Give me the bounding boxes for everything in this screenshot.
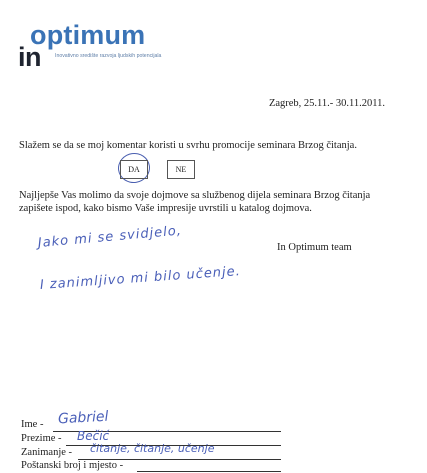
zanimanje-label: Zanimanje -: [21, 447, 73, 458]
consent-statement: Slažem se da se moj komentar koristi u svrhu promocije seminara Brzog čitanja.: [19, 140, 357, 151]
postanski-label: Poštanski broj i mjesto -: [21, 460, 124, 471]
comment-line-2: I zanimljivo mi bilo učenje.: [39, 263, 242, 293]
consent-no-option[interactable]: [167, 160, 195, 179]
date-line: Zagreb, 25.11.- 30.11.2011.: [268, 98, 385, 109]
prezime-label: Prezime -: [21, 433, 62, 444]
ime-label: Ime -: [21, 419, 44, 430]
instructions-text: Najljepše Vas molimo da svoje dojmove sa službenog dijela seminara Brzog čitanja zapišete ispod, kako bismo Vaše impresije uvrstili u katalog dojmova.: [19, 190, 371, 214]
logo-in-text: in: [18, 42, 41, 72]
comment-line-1: Jako mi se svidjelo,: [37, 223, 183, 251]
in-optimum-logo: [18, 20, 218, 72]
team-signature: In Optimum team: [277, 242, 352, 253]
consent-no-label: NE: [175, 165, 187, 174]
zanimanje-value[interactable]: čitanje, čitanje, učenje: [90, 442, 215, 455]
ime-value[interactable]: Gabriel: [57, 408, 109, 428]
consent-yes-label: DA: [128, 165, 140, 174]
logo-optimum-text: optimum: [30, 20, 146, 50]
prezime-value[interactable]: Bečić: [77, 429, 110, 443]
logo-tagline: Inovativno središte razvoja ljudskih potencijala: [55, 53, 162, 59]
consent-yes-option[interactable]: [120, 160, 148, 179]
postanski-line: [137, 471, 281, 472]
